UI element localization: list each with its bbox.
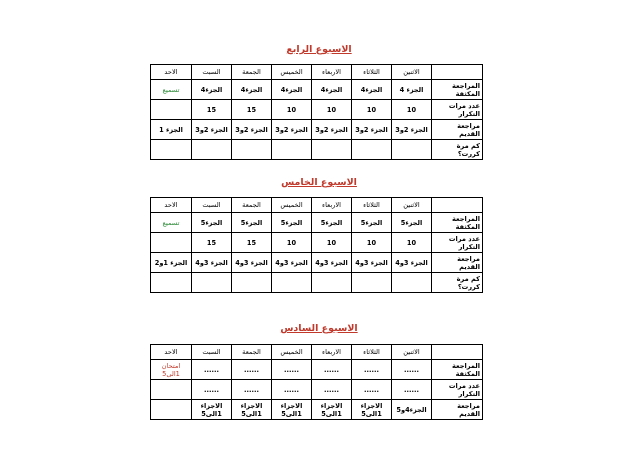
day-header: الخميس <box>272 345 312 360</box>
table-cell: الجزء5 <box>232 213 272 233</box>
table-cell: الجزء5 <box>312 213 352 233</box>
table-header-row <box>151 345 483 360</box>
table-cell <box>192 140 232 160</box>
table-cell <box>151 233 192 253</box>
table-cell: الاجزاء 1الى5 <box>272 400 312 420</box>
table-cell: الجزء 3و4 <box>352 253 392 273</box>
table-row <box>151 233 483 253</box>
table-row <box>151 253 483 273</box>
table-row <box>151 100 483 120</box>
table-cell: الجزء 3و4 <box>392 253 432 273</box>
table-row <box>151 80 483 100</box>
table-cell: ...... <box>312 380 352 400</box>
day-header: الاربعاء <box>312 65 352 80</box>
table-cell <box>151 380 192 400</box>
table-cell: 10 <box>392 233 432 253</box>
table-cell <box>392 140 432 160</box>
row-label: المراجعة المكثفة <box>432 213 483 233</box>
row-label: كم مرة كررت؟ <box>432 273 483 293</box>
table-cell: 10 <box>312 100 352 120</box>
table-cell: الجزء 2و3 <box>192 120 232 140</box>
table-cell <box>151 273 192 293</box>
day-header: الخميس <box>272 198 312 213</box>
table-row <box>151 380 483 400</box>
table-cell: ...... <box>192 360 232 380</box>
exam-cell: امتحان 1الى5 <box>151 360 192 380</box>
row-label: مراجعة القديم <box>432 120 483 140</box>
table-cell: الجزء 2و3 <box>352 120 392 140</box>
table-cell: الجزء5 <box>272 213 312 233</box>
table-cell: 10 <box>392 100 432 120</box>
table-cell <box>192 273 232 293</box>
row-label: عدد مرات التكرار <box>432 100 483 120</box>
day-header: الاربعاء <box>312 345 352 360</box>
table-row <box>151 360 483 380</box>
day-header: الجمعة <box>232 65 272 80</box>
row-label: المراجعة المكثفة <box>432 360 483 380</box>
week-4-title: الاسبوع الرابع <box>286 44 352 55</box>
table-cell <box>151 100 192 120</box>
table-row <box>151 213 483 233</box>
table-cell <box>352 273 392 293</box>
day-header: السبت <box>192 65 232 80</box>
recite-cell: تسميع <box>151 213 192 233</box>
table-cell: الجزء 3و4 <box>232 253 272 273</box>
table-cell <box>232 140 272 160</box>
table-cell: 10 <box>352 233 392 253</box>
table-cell: الجزء 3و4 <box>272 253 312 273</box>
day-header: السبت <box>192 345 232 360</box>
table-cell: ...... <box>352 360 392 380</box>
table-cell: الاجزاء 1الى5 <box>192 400 232 420</box>
table-cell: الجزء 2و3 <box>312 120 352 140</box>
table-cell: الجزء4 <box>312 80 352 100</box>
table-cell: 15 <box>232 233 272 253</box>
table-cell: ...... <box>192 380 232 400</box>
day-header: الثلاثاء <box>352 198 392 213</box>
table-cell: الجزء4 <box>232 80 272 100</box>
table-cell <box>151 400 192 420</box>
table-cell: ...... <box>392 380 432 400</box>
table-header-row <box>151 198 483 213</box>
table-cell: ...... <box>232 360 272 380</box>
corner-cell <box>432 65 483 80</box>
table-cell: الجزء 3و4 <box>312 253 352 273</box>
table-cell <box>151 140 192 160</box>
table-row <box>151 140 483 160</box>
table-row <box>151 400 483 420</box>
day-header: الاثنين <box>392 65 432 80</box>
row-label: مراجعة القديم <box>432 400 483 420</box>
table-cell <box>352 140 392 160</box>
day-header: الاثنين <box>392 198 432 213</box>
table-cell: 15 <box>192 233 232 253</box>
day-header: الجمعة <box>232 345 272 360</box>
day-header: الثلاثاء <box>352 345 392 360</box>
table-cell: الجزء 3و4 <box>192 253 232 273</box>
day-header: الاحد <box>151 345 192 360</box>
day-header: الخميس <box>272 65 312 80</box>
table-cell <box>312 140 352 160</box>
corner-cell <box>432 345 483 360</box>
table-cell: 10 <box>272 233 312 253</box>
week-6-title: الاسبوع السادس <box>280 323 358 334</box>
day-header: الاثنين <box>392 345 432 360</box>
table-cell: ...... <box>272 380 312 400</box>
table-cell: 10 <box>352 100 392 120</box>
recite-cell: تسميع <box>151 80 192 100</box>
table-cell <box>232 273 272 293</box>
row-label: كم مرة كررت؟ <box>432 140 483 160</box>
table-cell: الجزء4 <box>192 80 232 100</box>
week-5-title: الاسبوع الخامس <box>281 177 357 188</box>
table-cell <box>392 273 432 293</box>
row-label: عدد مرات التكرار <box>432 380 483 400</box>
table-cell: الجزء5 <box>392 213 432 233</box>
table-cell: الجزء 1و2 <box>151 253 192 273</box>
row-label: عدد مرات التكرار <box>432 233 483 253</box>
table-cell: 10 <box>272 100 312 120</box>
table-cell: الجزء4و5 <box>392 400 432 420</box>
day-header: الاربعاء <box>312 198 352 213</box>
table-cell: ...... <box>272 360 312 380</box>
table-cell: الجزء 2و3 <box>392 120 432 140</box>
table-cell: 15 <box>192 100 232 120</box>
table-cell: الجزء 1 <box>151 120 192 140</box>
table-cell: الجزء4 <box>272 80 312 100</box>
table-cell: الجزء5 <box>192 213 232 233</box>
day-header: الاحد <box>151 198 192 213</box>
table-cell: الجزء 4 <box>392 80 432 100</box>
table-cell <box>312 273 352 293</box>
day-header: السبت <box>192 198 232 213</box>
table-cell: ...... <box>352 380 392 400</box>
table-cell <box>272 140 312 160</box>
table-cell: الاجزاء 1الى5 <box>232 400 272 420</box>
week-6-table <box>150 344 483 420</box>
table-cell <box>272 273 312 293</box>
day-header: الجمعة <box>232 198 272 213</box>
table-cell: الجزء5 <box>352 213 392 233</box>
row-label: مراجعة القديم <box>432 253 483 273</box>
table-cell: ...... <box>392 360 432 380</box>
table-cell: 15 <box>232 100 272 120</box>
table-row <box>151 120 483 140</box>
table-cell: ...... <box>232 380 272 400</box>
row-label: المراجعة المكثفة <box>432 80 483 100</box>
table-cell: الجزء 2و3 <box>232 120 272 140</box>
table-header-row <box>151 65 483 80</box>
day-header: الثلاثاء <box>352 65 392 80</box>
week-4-table <box>150 64 483 160</box>
table-cell: الجزء4 <box>352 80 392 100</box>
table-cell: الاجزاء 1الى5 <box>352 400 392 420</box>
table-cell: الاجزاء 1الى5 <box>312 400 352 420</box>
table-row <box>151 273 483 293</box>
table-cell: 10 <box>312 233 352 253</box>
week-5-table <box>150 197 483 293</box>
table-cell: الجزء 2و3 <box>272 120 312 140</box>
corner-cell <box>432 198 483 213</box>
day-header: الاحد <box>151 65 192 80</box>
table-cell: ...... <box>312 360 352 380</box>
